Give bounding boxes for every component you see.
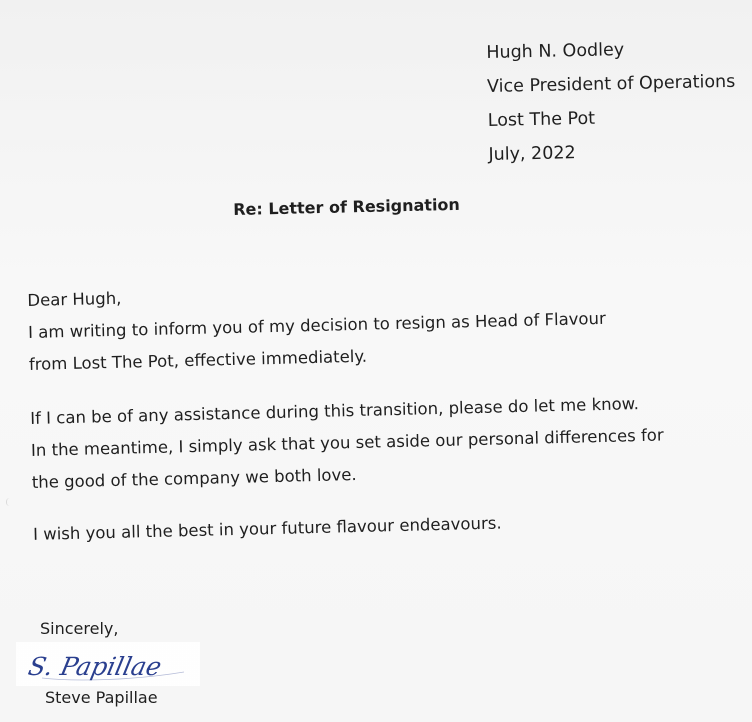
sender-block — [486, 31, 737, 172]
paragraph-2-line-1: If I can be of any assistance during this transition, please do let me know. — [30, 394, 640, 428]
paper-mark — [6, 498, 13, 506]
paragraph-2-line-2: In the meantime, I simply ask that you set aside our personal differences for — [30, 425, 664, 460]
recipient-name: Hugh N. Oodley — [486, 40, 625, 63]
letter-date: July, 2022 — [488, 143, 576, 165]
closing: Sincerely, — [40, 619, 119, 638]
subject-line: Re: Letter of Resignation — [233, 194, 461, 219]
signer-name: Steve Papillae — [45, 688, 158, 707]
paragraph-1-line-2: from Lost The Pot, effective immediately. — [28, 346, 368, 374]
letter-body — [27, 270, 666, 551]
paragraph-2-line-3: the good of the company we both love. — [31, 465, 357, 492]
signature-image — [16, 642, 200, 686]
signature-mark: S. Papillae — [25, 652, 165, 681]
salutation: Dear Hugh, — [27, 288, 122, 310]
paragraph-1-line-1: I am writing to inform you of my decision to resign as Head of Flavour — [27, 308, 607, 342]
recipient-title: Vice President of Operations — [486, 71, 736, 97]
recipient-company: Lost The Pot — [487, 108, 596, 131]
paragraph-3: I wish you all the best in your future flavour endeavours. — [32, 513, 502, 544]
